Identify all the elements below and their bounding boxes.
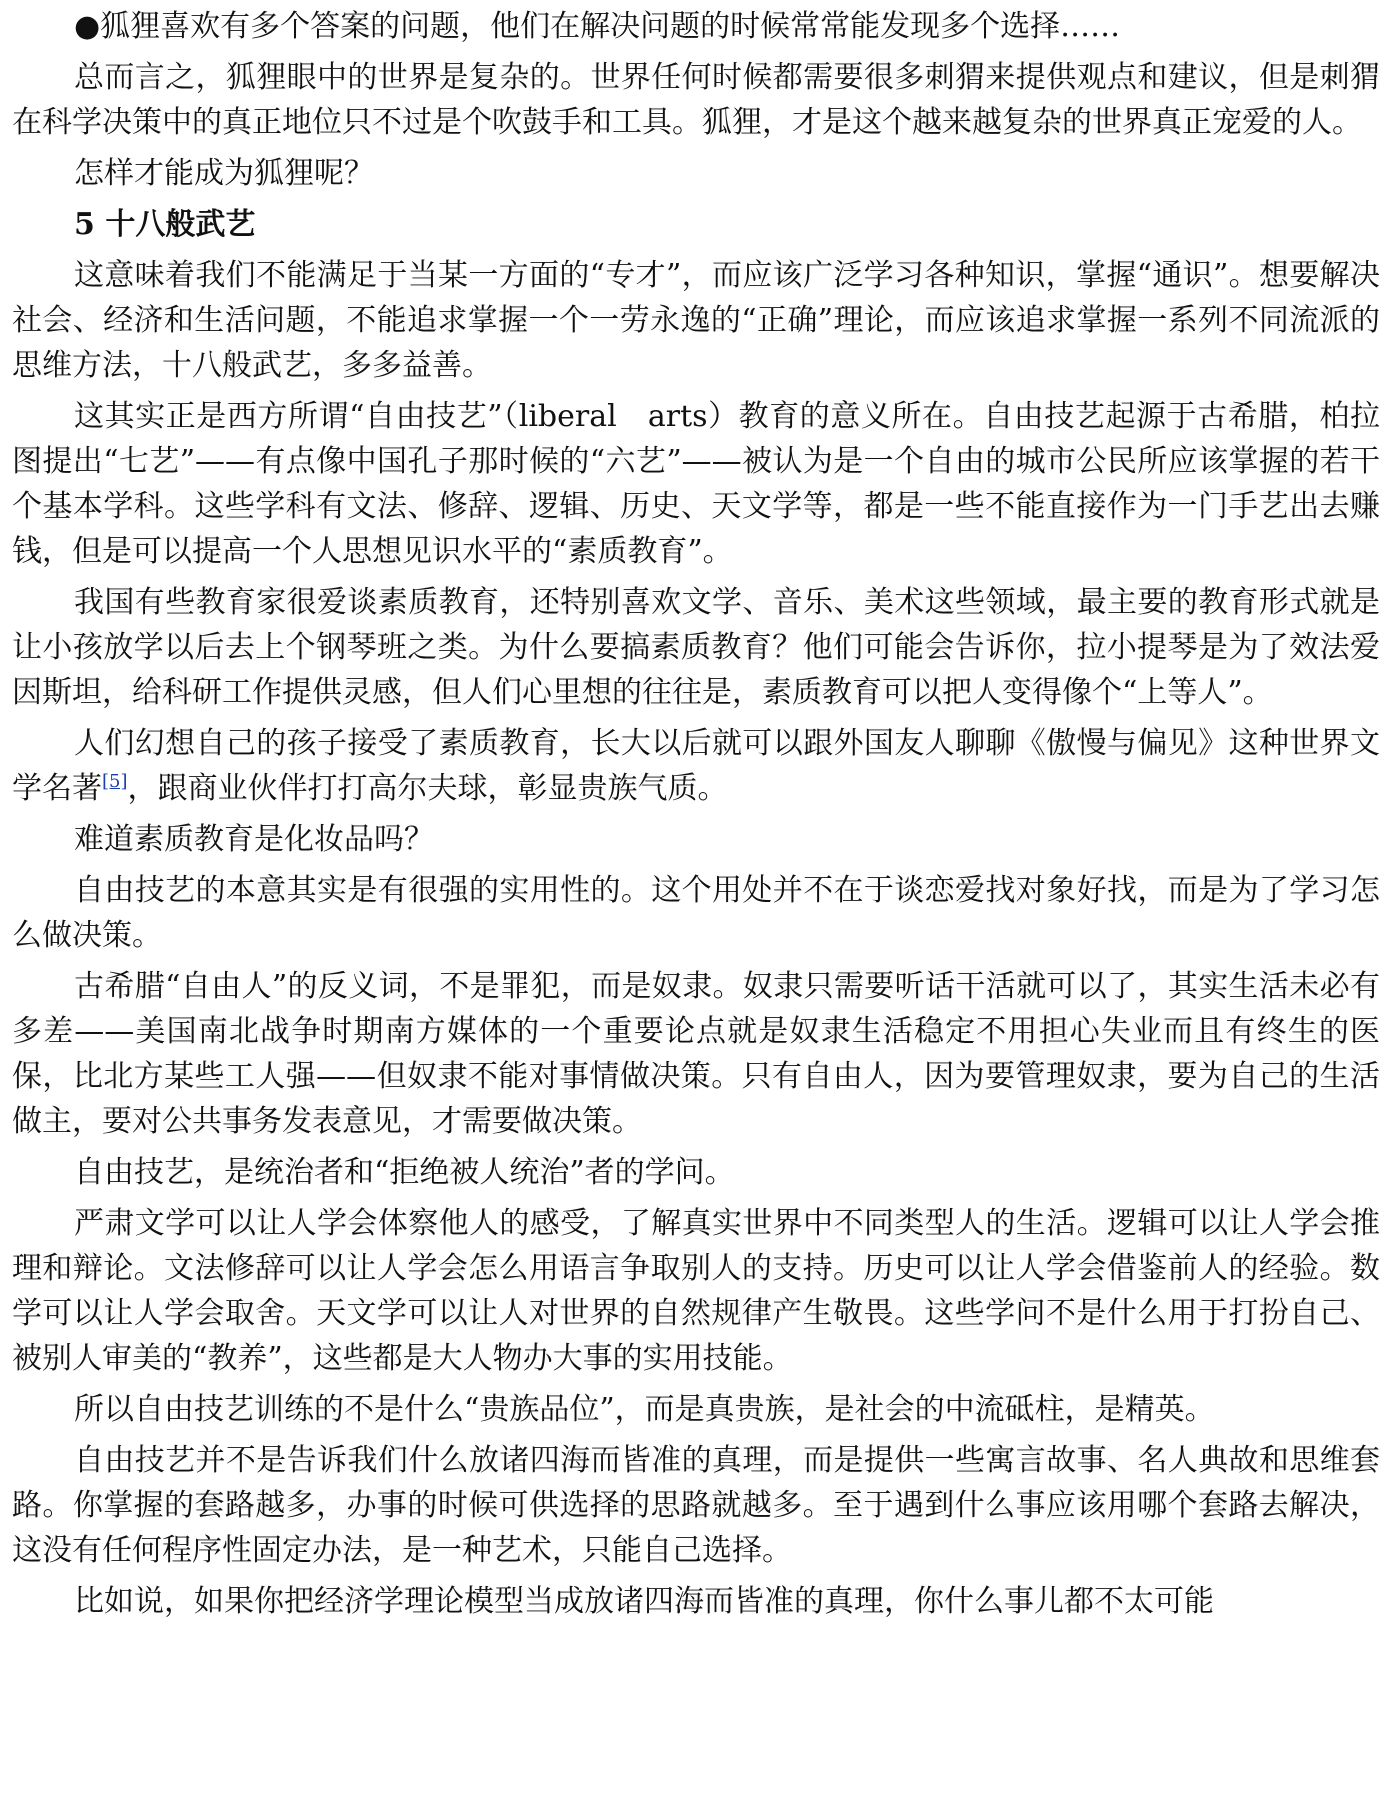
paragraph-true-nobility: 所以自由技艺训练的不是什么“贵族品位”，而是真贵族，是社会的中流砥柱，是精英。 [74, 1392, 1215, 1427]
paragraph-fox-multiple-answers: ●狐狸喜欢有多个答案的问题，他们在解决问题的时候常常能发现多个选择…… [74, 9, 1121, 44]
footnote-link[interactable]: [5] [102, 771, 128, 792]
paragraph-thinking-routines: 自由技艺并不是告诉我们什么放诸四海而皆准的真理，而是提供一些寓言故事、名人典故和思维套路。你掌握的套路越多，办事的时候可供选择的思路就越多。至于遇到什么事应该用哪个套路去解决，这没有任何程序性固定办法，是一种艺术，只能自己选择。 [12, 1443, 1380, 1568]
paragraph-how-to-become-fox: 怎样才能成为狐狸呢？ [74, 156, 374, 191]
document-page [12, 4, 1380, 1630]
paragraph-liberal-arts: 这其实正是西方所谓“自由技艺”（liberal arts）教育的意义所在。自由技艺起源于古希腊，柏拉图提出“七艺”——有点像中国孔子那时候的“六艺”——被认为是一个自由的城市公民所应该掌握的若干个基本学科。这些学科有文法、修辞、逻辑、历史、天文学等，都是一些不能直接作为一门手艺出去赚钱，但是可以提高一个人思想见识水平的“素质教育”。 [12, 399, 1380, 569]
paragraph-cosmetic-question: 难道素质教育是化妆品吗？ [74, 822, 434, 857]
paragraph-free-man-slave: 古希腊“自由人”的反义词，不是罪犯，而是奴隶。奴隶只需要听话干活就可以了，其实生活未必有多差——美国南北战争时期南方媒体的一个重要论点就是奴隶生活稳定不用担心失业而且有终生的医保，比北方某些工人强——但奴隶不能对事情做决策。只有自由人，因为要管理奴隶，要为自己的生活做主，要对公共事务发表意见，才需要做决策。 [12, 969, 1380, 1139]
paragraph-text-part: ，跟商业伙伴打打高尔夫球，彰显贵族气质。 [127, 771, 728, 806]
paragraph-economic-models: 比如说，如果你把经济学理论模型当成放诸四海而皆准的真理，你什么事儿都不太可能 [74, 1584, 1214, 1619]
paragraph-text-part: 人们幻想自己的孩子接受了素质教育，长大以后就可以跟外国友人聊聊《傲慢与偏见》这种世界文学名著 [12, 726, 1380, 806]
section-heading: 5 十八般武艺 [74, 207, 256, 242]
paragraph-quality-education: 我国有些教育家很爱谈素质教育，还特别喜欢文学、音乐、美术这些领域，最主要的教育形式就是让小孩放学以后去上个钢琴班之类。为什么要搞素质教育？他们可能会告诉你，拉小提琴是为了效法爱因斯坦，给科研工作提供灵感，但人们心里想的往往是，素质教育可以把人变得像个“上等人”。 [12, 585, 1380, 710]
paragraph-rulers-learning: 自由技艺，是统治者和“拒绝被人统治”者的学问。 [74, 1155, 735, 1190]
paragraph-practical-purpose: 自由技艺的本意其实是有很强的实用性的。这个用处并不在于谈恋爱找对象好找，而是为了学习怎么做决策。 [12, 873, 1380, 953]
paragraph-disciplines-skills: 严肃文学可以让人学会体察他人的感受，了解真实世界中不同类型人的生活。逻辑可以让人学会推理和辩论。文法修辞可以让人学会怎么用语言争取别人的支持。历史可以让人学会借鉴前人的经验。数学可以让人学会取舍。天文学可以让人对世界的自然规律产生敬畏。这些学问不是什么用于打扮自己、被别人审美的“教养”，这些都是大人物办大事的实用技能。 [12, 1206, 1380, 1376]
paragraph-aristocratic-temperament [12, 721, 1380, 811]
paragraph-fox-complex-world: 总而言之，狐狸眼中的世界是复杂的。世界任何时候都需要很多刺猬来提供观点和建议，但是刺猬在科学决策中的真正地位只不过是个吹鼓手和工具。狐狸，才是这个越来越复杂的世界真正宠爱的人。 [12, 60, 1380, 140]
paragraph-general-knowledge: 这意味着我们不能满足于当某一方面的“专才”，而应该广泛学习各种知识，掌握“通识”。想要解决社会、经济和生活问题，不能追求掌握一个一劳永逸的“正确”理论，而应该追求掌握一系列不同流派的思维方法，十八般武艺，多多益善。 [12, 258, 1380, 383]
